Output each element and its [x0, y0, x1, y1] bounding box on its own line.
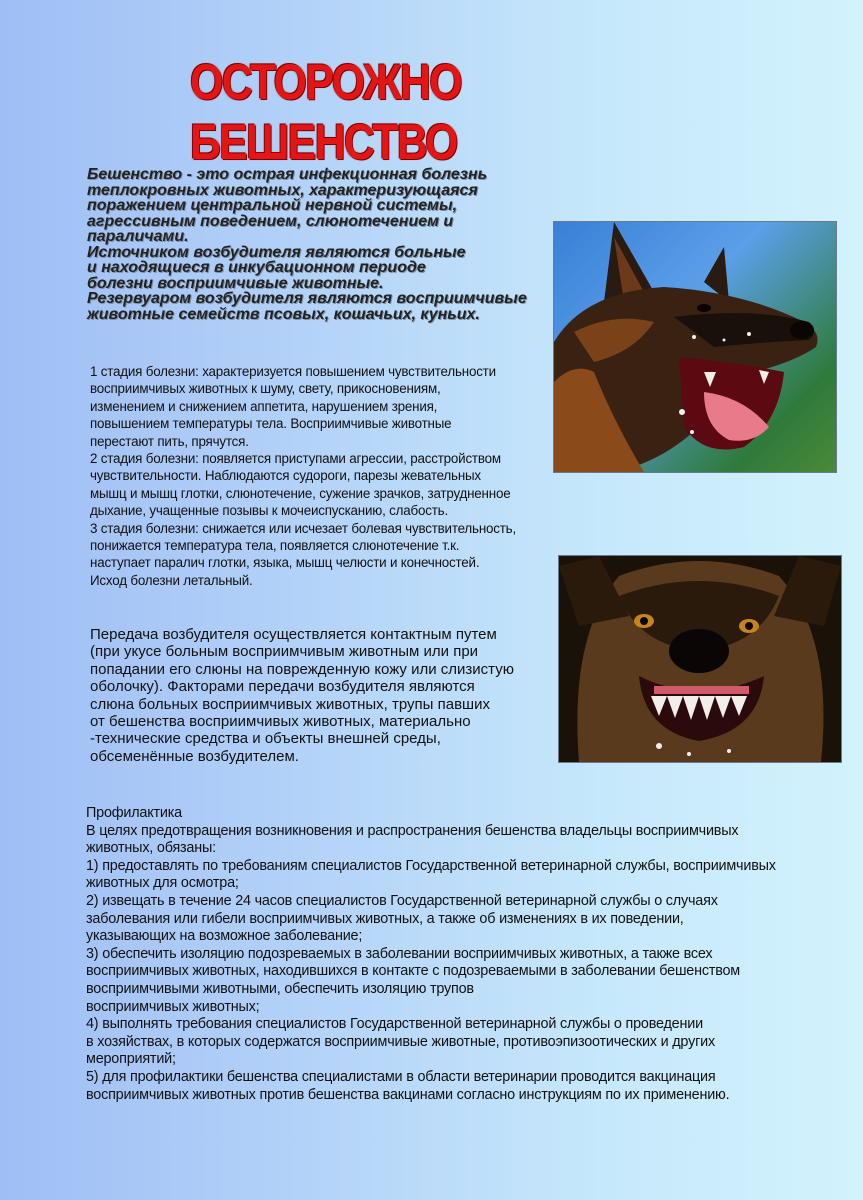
disease-stages-text: 1 стадия болезни: характеризуется повышением чувствительности восприимчивых животных к шуму, свету, прикосновениям, изменением и снижением аппетита, нарушением зрения, повышением температуры тела. Восприимчивые животные перестают пить, прячутся. 2 стадия болезни: появляется приступами агрессии, расстройством чувствительности. Наблюдаются судороги, парезы жевательных мышц и мышц глотки, слюнотечение, сужение зрачков, затрудненное дыхание, учащенные позывы к мочеиспусканию, слабость. 3 стадия болезни: снижается или исчезает болевая чувствительность, понижается температура тела, появляется слюнотечение т.к. наступает паралич глотки, языка, мышц челюсти и конечностей. Исход болезни летальный.	[90, 364, 516, 588]
prevention-text: Профилактика В целях предотвращения возникновения и распространения бешенства владельцы восприимчивых животных, обязаны: 1) предоставлять по требованиям специалистов Государственной ветеринарной службы, восприимчивых животных для осмотра; 2) извещать в течение 24 часов специалистов Государственной ветеринарной службы о случаях заболевания или гибели восприимчивых животных, а также об изменениях в их поведении, указывающих на возможное заболевание; 3) обеспечить изоляцию подозреваемых в заболевании восприимчивых животных, а также всех восприимчивых животных, находившихся в контакте с подозреваемыми в заболевании бешенством восприимчивыми животными, обеспечить изоляцию трупов восприимчивых животных; 4) выполнять требования специалистов Государственной ветеринарной службы о проведении в хозяйствах, в которых содержатся восприимчивые животные, противоэпизоотических и других мероприятий; 5) для профилактики бешенства специалистами в области ветеринарии проводится вакцинация восприимчивых животных против бешенства вакцинами согласно инструкциям по их применению.	[86, 805, 776, 1103]
dog-photo-snarling	[558, 555, 842, 763]
dog-snarling-image	[559, 556, 841, 762]
poster-title: ОСТОРОЖНО БЕШЕНСТВО	[190, 54, 461, 170]
dog-photo-barking	[553, 221, 837, 473]
intro-text: Бешенство - это острая инфекционная болезнь теплокровных животных, характеризующаяся поражением центральной нервной системы, агрессивным поведением, слюнотечением и параличами. Источником возбудителя являются больные и находящиеся в инкубационном периоде болезни восприимчивые животные. Резервуаром возбудителя являются восприимчивые животные семейств псовых, кошачьих, куньих.	[87, 166, 527, 323]
transmission-text: Передача возбудителя осуществляется контактным путем (при укусе больным восприимчивым животным или при попадании его слюны на поврежденную кожу или слизистую оболочку). Факторами передачи возбудителя являются слюна больных восприимчивых животных, трупы павших от бешенства восприимчивых животных, материально -технические средства и объекты внешней среды, обсеменённые возбудителем.	[90, 626, 514, 765]
dog-barking-image	[554, 222, 836, 472]
